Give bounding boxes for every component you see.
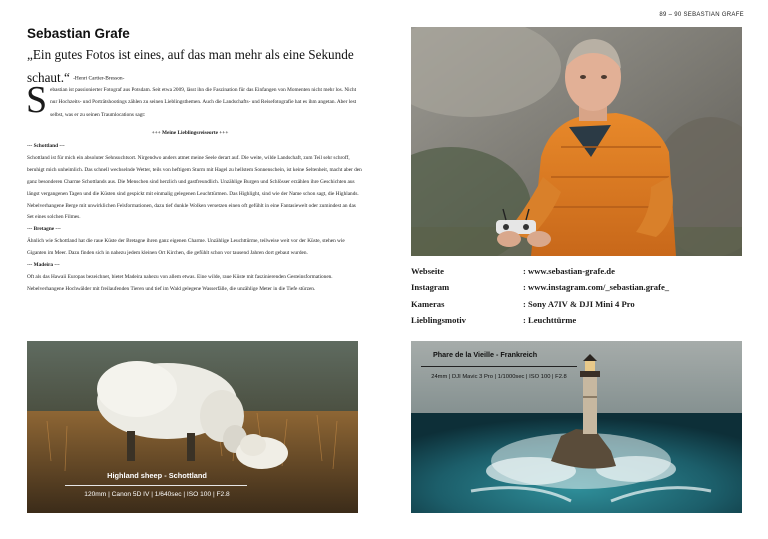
info-label: Webseite (411, 266, 444, 276)
quote-text: „Ein gutes Fotos ist eines, auf das man mehr als eine Sekunde schaut.“ (27, 47, 354, 85)
section-text-madeira: Oft als das Hawaii Europas bezeichnet, bietet Madeira nahezu von allem etwas. Eine wilde, raue Küste mit faszinierenden Gesteinsformationen. Nebelverhangene Hochwälder mit freilaufenden Tieren und tief im Wald gelegene Wasserfälle, die unzählige Meter in die Tiefe stürzen. (27, 273, 333, 292)
caption-divider (65, 485, 247, 486)
article-body (27, 141, 362, 296)
info-label: Lieblingsmotiv (411, 315, 466, 326)
info-label: Instagram (411, 282, 450, 293)
lighthouse-photo-specs: 24mm | DJI Mavic 3 Pro | 1/1000sec | ISO 100 | F2.8 (431, 374, 567, 380)
sheep-photo-specs: 120mm | Canon 5D IV | 1/640sec | ISO 100 | F2.8 (84, 491, 230, 498)
caption-divider (421, 366, 577, 367)
page-number: 89 – 90 SEBASTIAN GRAFE (659, 12, 744, 18)
section-heading-madeira: --- Madeira --- (27, 262, 60, 269)
quote-author: -Henri Cartier-Bresson- (73, 75, 125, 82)
info-value[interactable]: : www.sebastian-grafe.de (523, 266, 615, 276)
lighthouse-photo (411, 341, 742, 513)
info-value: : Leuchttürme (523, 315, 577, 326)
info-value: : Sony A7IV & DJI Mini 4 Pro (523, 298, 635, 309)
places-header: +++ Meine Lieblingsreiseorte +++ (151, 130, 229, 136)
drop-cap: S (26, 79, 48, 121)
sheep-photo-title: Highland sheep - Schottland (107, 471, 207, 480)
lighthouse-photo-title: Phare de la Vieille - Frankreich (433, 350, 538, 359)
info-row-cameras (411, 299, 741, 315)
info-row-website (411, 266, 741, 282)
section-text-brittany: Ähnlich wie Schottland hat die raue Küste der Bretagne ihren ganz eigenen Charme. Unzählige Leuchttürme, teilweise weit vor der Küste, stehen wie Giganten im Meer. Dazu finden sich in nahezu jedem kleinen Ort Kirchen, die gefühlt schon vor tausend Jahren dort gebaut wurden. (27, 238, 345, 257)
intro-text: ebastian ist passionierter Fotograf aus Potsdam. Seit etwa 2009, lässt ihn die Faszination für das Einfangen von Momenten nicht mehr los. Nicht nur Hochzeits- und Porträtshootings zählen zu seinen Lieblingsthemen. Auch die Landschafts- und Reisefotografie hat es ihm angetan. Aber lest selbst, was er zu seinen Traumlocations sagt: (50, 87, 357, 118)
info-row-favorite-subject (411, 315, 741, 331)
info-value[interactable]: : www.instagram.com/_sebastian.grafe_ (523, 282, 670, 293)
info-label: Kameras (411, 298, 445, 309)
section-heading-brittany: --- Bretagne --- (27, 226, 61, 233)
sheep-photo (27, 341, 358, 513)
info-table (411, 266, 741, 332)
section-heading-scotland: --- Schottland --- (27, 143, 65, 149)
info-row-instagram (411, 282, 741, 298)
intro-paragraph (26, 79, 357, 121)
portrait-photo (411, 27, 742, 256)
article-title: Sebastian Grafe (27, 26, 130, 41)
section-text-scotland: Schottland ist für mich ein absoluter Sehnsuchtsort. Nirgendwo anders atmet meine Seele derart auf. Die weite, wilde Landschaft, zum Teil sehr schroff, beruhigt mich unheimlich. Das schnell wechselnde Wetter, teils von heftigem Sturm mit Hagel zu hellstem Sonnenschein, ist keine Seltenheit, macht aber den ganz besonderen Charme Schottlands aus. Die Menschen sind herzlich und gastfreundlich. Unzählige Burgen und Schlösser erzählen ihre Geschichten aus längst vergangenen Tagen und die Küsten sind gespickt mit einmalig gelegenen Leuchttürmen. Das Highlight, sind wie der Name schon sagt, die Highlands. Nebelverhangene Berge mit unwirklichen Felsformationen, dazu tief dunkle Wolken versetzen einen oft gefühlt in eine Fantasiewelt oder zumindest an das Set eines solchen Filmes. (27, 154, 362, 221)
